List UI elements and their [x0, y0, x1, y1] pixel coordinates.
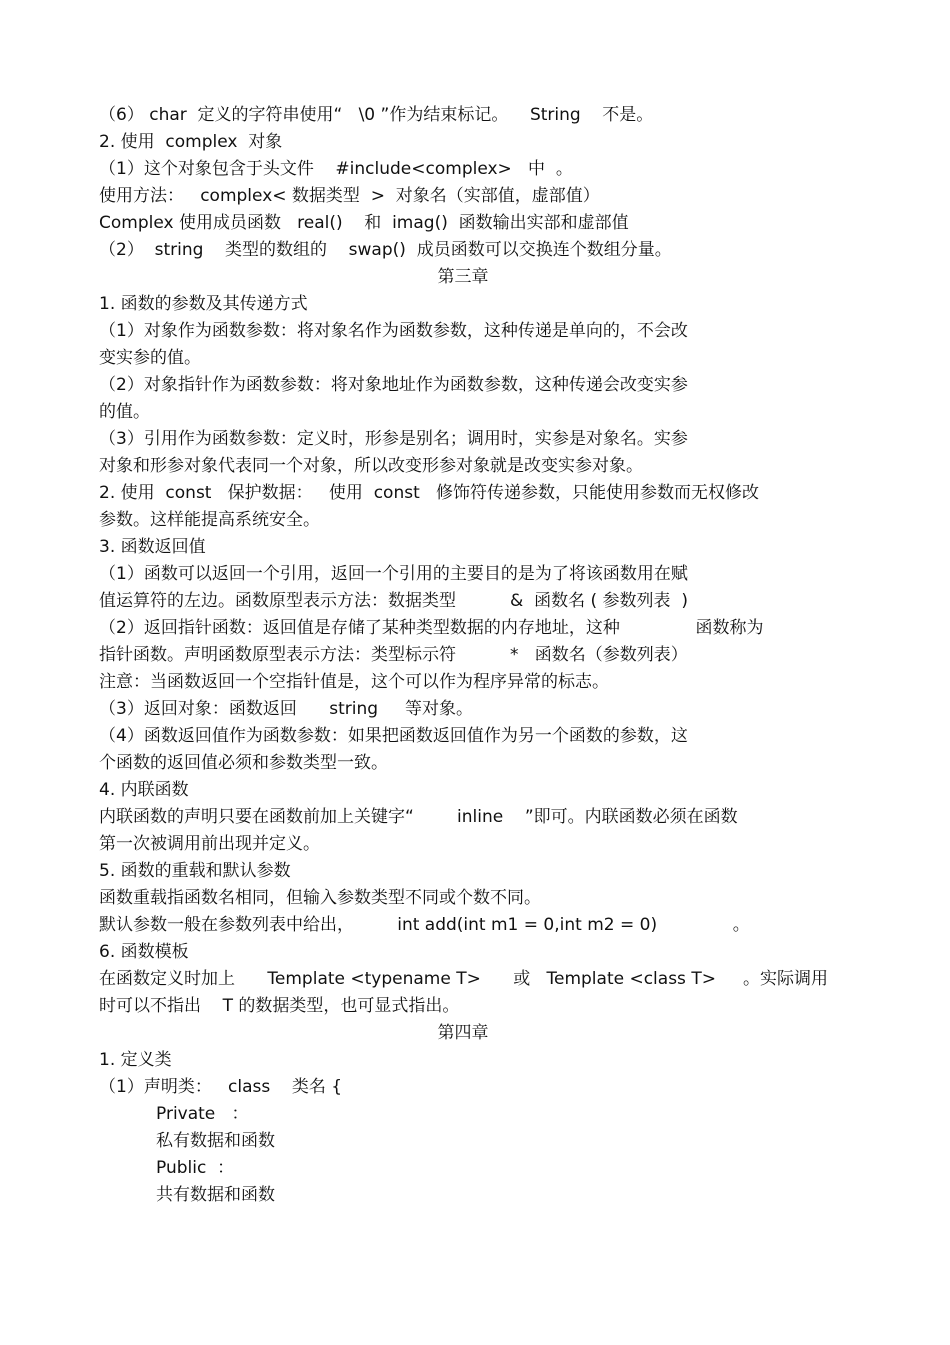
text-line: （2）返回指针函数：返回值是存储了某种类型数据的内存地址，这种 函数称为 — [99, 618, 764, 638]
chapter-heading: 第四章 — [437, 1023, 489, 1043]
section-heading: 4. 内联函数 — [99, 780, 189, 800]
text-line: （1）函数可以返回一个引用，返回一个引用的主要目的是为了将该函数用在赋 — [99, 564, 688, 584]
code-line: 私有数据和函数 — [156, 1131, 275, 1151]
text-line: 值运算符的左边。函数原型表示方法：数据类型 & 函数名 ( 参数列表 ) — [99, 591, 688, 611]
text-line: 指针函数。声明函数原型表示方法：类型标示符 * 函数名（参数列表） — [99, 645, 688, 665]
text-line: （2） string 类型的数组的 swap() 成员函数可以交换连个数组分量。 — [99, 240, 672, 260]
text-line: （1）对象作为函数参数：将对象名作为函数参数，这种传递是单向的，不会改 — [99, 321, 688, 341]
text-line: 使用方法： complex< 数据类型 > 对象名（实部值，虚部值） — [99, 186, 600, 206]
section-heading: 5. 函数的重载和默认参数 — [99, 861, 291, 881]
text-line: 对象和形参对象代表同一个对象，所以改变形参对象就是改变实参对象。 — [99, 456, 643, 476]
text-line: 第一次被调用前出现并定义。 — [99, 834, 320, 854]
text-line: 注意：当函数返回一个空指针值是，这个可以作为程序异常的标志。 — [99, 672, 609, 692]
code-line: 共有数据和函数 — [156, 1185, 275, 1205]
text-line: （3）返回对象：函数返回 string 等对象。 — [99, 699, 474, 719]
section-heading: 1. 函数的参数及其传递方式 — [99, 294, 308, 314]
text-line: 内联函数的声明只要在函数前加上关键字“ inline ”即可。内联函数必须在函数 — [99, 807, 738, 827]
section-heading: 1. 定义类 — [99, 1050, 172, 1070]
text-line: 在函数定义时加上 Template <typename T> 或 Template <class T> 。实际调用 — [99, 969, 828, 989]
section-heading: 3. 函数返回值 — [99, 537, 206, 557]
text-line: 变实参的值。 — [99, 348, 201, 368]
text-line: （2）对象指针作为函数参数：将对象地址作为函数参数，这种传递会改变实参 — [99, 375, 688, 395]
text-line: （6） char 定义的字符串使用“ \0 ”作为结束标记。 String 不是。 — [99, 105, 654, 125]
text-line: 时可以不指出 T 的数据类型，也可显式指出。 — [99, 996, 460, 1016]
chapter-heading: 第三章 — [437, 267, 489, 287]
code-line: Private ： — [156, 1104, 249, 1124]
text-line: （1）这个对象包含于头文件 #include<complex> 中 。 — [99, 159, 573, 179]
text-line: 参数。这样能提高系统安全。 — [99, 510, 320, 530]
text-line: 默认参数一般在参数列表中给出， int add(int m1 = 0,int m2 = 0) 。 — [99, 915, 750, 935]
text-line: 函数重载指函数名相同，但输入参数类型不同或个数不同。 — [99, 888, 541, 908]
text-line: 的值。 — [99, 402, 150, 422]
text-line: （3）引用作为函数参数：定义时，形参是别名；调用时，实参是对象名。实参 — [99, 429, 688, 449]
text-line: Complex 使用成员函数 real() 和 imag() 函数输出实部和虚部值 — [99, 213, 629, 233]
text-line: （4）函数返回值作为函数参数：如果把函数返回值作为另一个函数的参数，这 — [99, 726, 688, 746]
section-heading: 6. 函数模板 — [99, 942, 189, 962]
section-heading: 2. 使用 const 保护数据： 使用 const 修饰符传递参数，只能使用参数而无权修改 — [99, 483, 759, 503]
code-line: Public ： — [156, 1158, 235, 1178]
text-line: 2. 使用 complex 对象 — [99, 132, 283, 152]
text-line: （1）声明类： class 类名 { — [99, 1077, 343, 1097]
text-line: 个函数的返回值必须和参数类型一致。 — [99, 753, 388, 773]
